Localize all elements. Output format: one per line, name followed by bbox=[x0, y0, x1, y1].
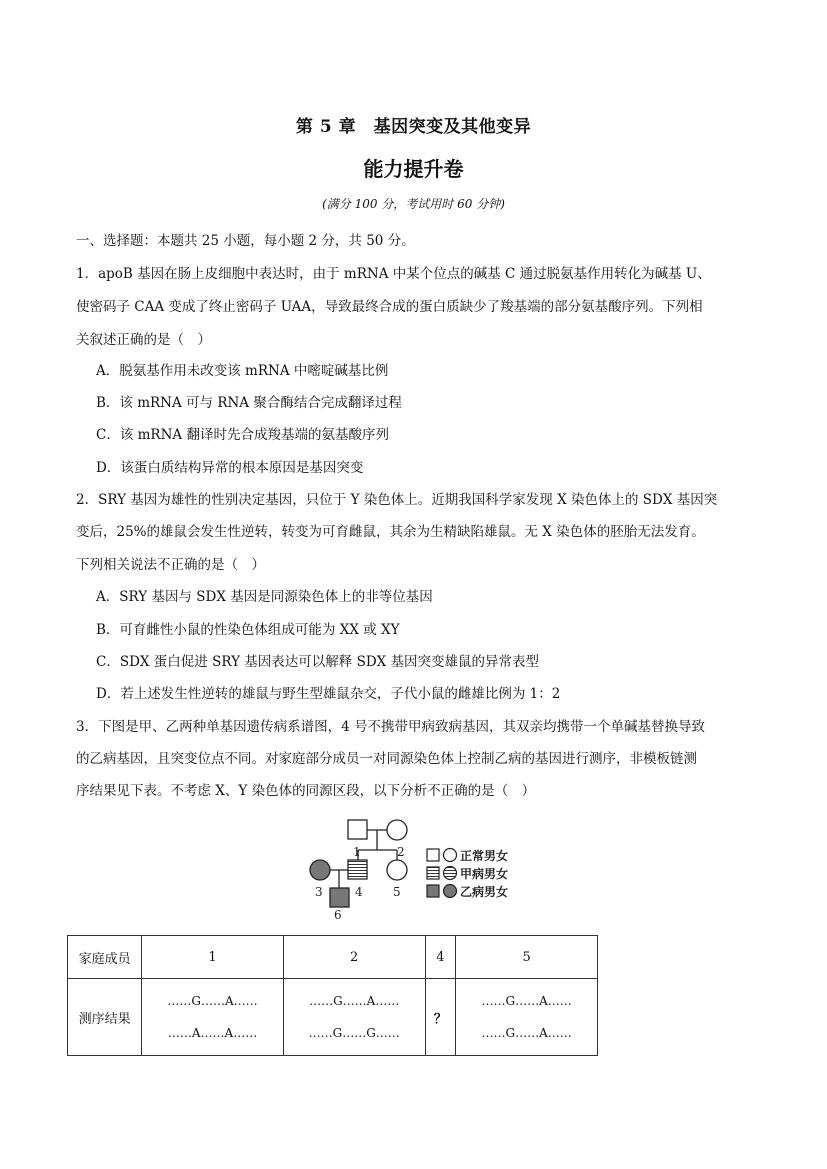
legend-disease-a-female-symbol bbox=[444, 867, 457, 880]
question-1-option-a: A．脱氨基作用未改变该 mRNA 中嘧啶碱基比例 bbox=[96, 363, 389, 379]
label-6: 6 bbox=[334, 908, 342, 922]
label-5: 5 bbox=[393, 885, 401, 899]
question-2-option-c: C．SDX 蛋白促进 SRY 基因表达可以解释 SDX 基因突变雄鼠的异常表型 bbox=[96, 654, 540, 670]
question-1-stem-line: 1．apoB 基因在肠上皮细胞中表达时，由于 mRNA 中某个位点的碱基 C 通过脱氨基作用转化为碱基 U、 bbox=[76, 266, 711, 282]
question-3-stem-line: 3．下图是甲、乙两种单基因遗传病系谱图，4 号不携带甲病致病基因，其双亲均携带一个单碱基替换导致 bbox=[76, 719, 705, 735]
legend-disease-b-male-symbol bbox=[427, 885, 439, 897]
member-4: 4 bbox=[425, 936, 456, 979]
result-cell-4: ？ bbox=[425, 979, 456, 1056]
individual-6-disease-b-male bbox=[330, 888, 349, 907]
legend-disease-a: 甲病男女 bbox=[460, 867, 509, 881]
result-cell-1 bbox=[142, 979, 284, 1056]
question-1-option-d: D．该蛋白质结构异常的根本原因是基因突变 bbox=[96, 460, 364, 476]
individual-3-disease-b-female bbox=[310, 860, 330, 880]
question-1-stem-line: 使密码子 CAA 变成了终止密码子 UAA，导致最终合成的蛋白质缺少了羧基端的部分氨基酸序列。下列相 bbox=[76, 299, 703, 315]
label-3: 3 bbox=[315, 885, 323, 899]
individual-2-normal-female bbox=[387, 820, 407, 840]
legend-disease-b: 乙病男女 bbox=[460, 885, 509, 899]
row-header-member: 家庭成员 bbox=[68, 936, 142, 979]
sequence-line: ……G……A…… bbox=[481, 1026, 572, 1040]
label-1: 1 bbox=[353, 845, 361, 859]
legend-disease-b-female-symbol bbox=[444, 885, 457, 898]
chapter-title: 第 5 章 基因突变及其他变异 bbox=[295, 117, 532, 137]
individual-4-disease-a-male bbox=[348, 860, 367, 879]
sequencing-table bbox=[67, 935, 598, 1056]
legend-normal-male-symbol bbox=[427, 849, 439, 861]
page-subtitle: 能力提升卷 bbox=[363, 157, 464, 181]
label-4: 4 bbox=[355, 885, 363, 899]
sequence-line: ……G……G…… bbox=[308, 1026, 400, 1040]
legend-normal-female-symbol bbox=[444, 849, 457, 862]
question-3-stem-line: 的乙病基因，且突变位点不同。对家庭部分成员一对同源染色体上控制乙病的基因进行测序，非模板链测 bbox=[76, 751, 697, 767]
individual-5-normal-female bbox=[387, 860, 407, 880]
label-2: 2 bbox=[397, 845, 405, 859]
question-2-stem-line: 变后，25%的雄鼠会发生性逆转，转变为可育雌鼠，其余为生精缺陷雄鼠。无 X 染色体的胚胎无法发育。 bbox=[76, 524, 705, 540]
legend-disease-a-male-symbol bbox=[427, 867, 439, 879]
member-1: 1 bbox=[142, 936, 284, 979]
legend-normal: 正常男女 bbox=[460, 849, 509, 863]
sequence-line: ……G……A…… bbox=[309, 994, 400, 1008]
question-1-stem-line: 关叙述正确的是（ ） bbox=[76, 332, 211, 348]
question-2-option-d: D．若上述发生性逆转的雄鼠与野生型雄鼠杂交，子代小鼠的雌雄比例为 1：2 bbox=[96, 686, 561, 702]
row-header-result: 测序结果 bbox=[68, 979, 142, 1056]
section-heading: 一、选择题：本题共 25 小题，每小题 2 分，共 50 分。 bbox=[76, 233, 415, 249]
result-cell-5 bbox=[456, 979, 598, 1056]
question-2-option-a: A．SRY 基因与 SDX 基因是同源染色体上的非等位基因 bbox=[96, 589, 433, 605]
table-row bbox=[68, 979, 598, 1056]
sequence-line: ……G……A…… bbox=[167, 994, 258, 1008]
pedigree-diagram bbox=[300, 812, 540, 924]
table-row bbox=[68, 936, 598, 979]
sequence-line: ……A……A…… bbox=[167, 1026, 258, 1040]
result-cell-2 bbox=[283, 979, 425, 1056]
question-1-option-c: C．该 mRNA 翻译时先合成羧基端的氨基酸序列 bbox=[96, 427, 389, 443]
question-2-option-b: B．可育雌性小鼠的性染色体组成可能为 XX 或 XY bbox=[96, 622, 400, 638]
question-2-stem-line: 下列相关说法不正确的是（ ） bbox=[76, 557, 265, 573]
member-2: 2 bbox=[283, 936, 425, 979]
question-2-stem-line: 2．SRY 基因为雄性的性别决定基因，只位于 Y 染色体上。近期我国科学家发现 X 染色体上的 SDX 基因突 bbox=[76, 492, 718, 508]
member-5: 5 bbox=[456, 936, 598, 979]
question-1-option-b: B．该 mRNA 可与 RNA 聚合酶结合完成翻译过程 bbox=[96, 395, 402, 411]
individual-1-normal-male bbox=[348, 820, 367, 839]
exam-note: (满分 100 分，考试用时 60 分钟) bbox=[322, 197, 505, 211]
question-3-stem-line: 序结果见下表。不考虑 X、Y 染色体的同源区段，以下分析不正确的是（ ） bbox=[76, 783, 536, 799]
sequence-line: ……G……A…… bbox=[481, 994, 572, 1008]
